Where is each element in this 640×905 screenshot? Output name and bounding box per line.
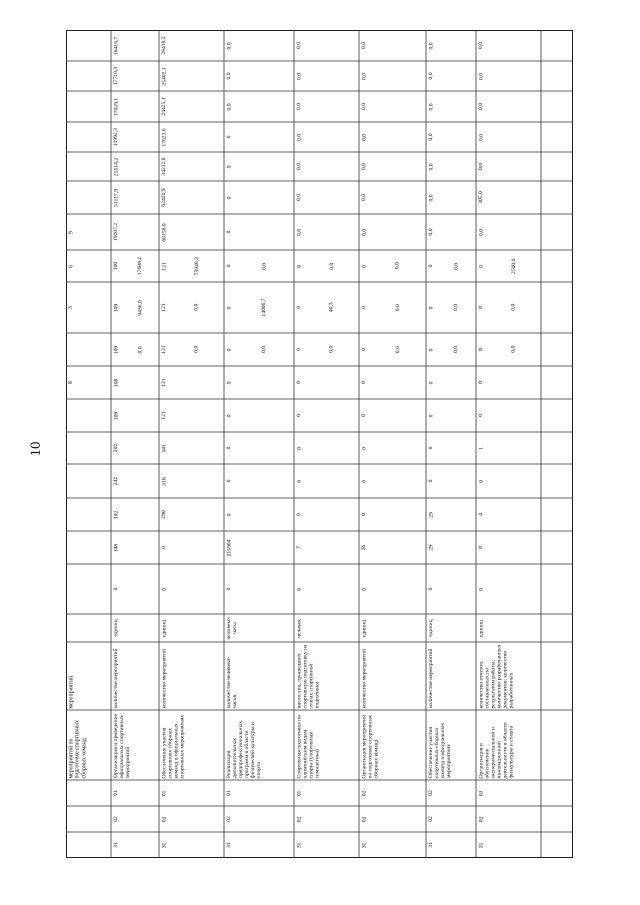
cell-indicator-value: 0 bbox=[478, 479, 484, 483]
cell-activity-name: Организация и проведение официальных спортивных мероприятий bbox=[113, 713, 132, 778]
cell-funding-value: 0,0 bbox=[361, 103, 367, 110]
cell-indicator: количество мероприятий bbox=[428, 648, 434, 708]
cell-indicator-value: 0 bbox=[478, 264, 484, 268]
cell-indicator-value: 0 bbox=[428, 264, 434, 268]
cell-funding-value: 0,0 bbox=[296, 163, 302, 170]
cell-indicator-value: 192 bbox=[113, 510, 119, 519]
cell-indicator-value: 109 bbox=[113, 303, 119, 312]
cell-funding-value: 11992,3 bbox=[113, 128, 119, 146]
cell-code-activity: 01 bbox=[296, 790, 302, 796]
cell-indicator-value: 0 bbox=[361, 264, 367, 268]
cell-indicator-value: 0 bbox=[226, 446, 232, 450]
cell-funding-value: 0,0 bbox=[296, 42, 302, 49]
cell-funding-value: 26418,2 bbox=[161, 36, 167, 55]
cell-code-activity: 03 bbox=[478, 790, 484, 796]
cell-indicator-value: 202 bbox=[113, 443, 119, 453]
cell-indicator-value: 316 bbox=[161, 476, 167, 486]
cell-funding-value: 17608,2 bbox=[137, 256, 143, 276]
cell-unit: человеко-часы bbox=[226, 616, 239, 640]
cell-funding-value: 0,0 bbox=[296, 228, 302, 236]
cell-code-subprogram: 02 bbox=[428, 816, 434, 822]
cell-indicator-value: 0 bbox=[226, 306, 232, 309]
cell-funding-value: 0,0 bbox=[226, 103, 232, 110]
cell-funding-value: 0,0 bbox=[226, 72, 232, 80]
cell-funding-value: 0 bbox=[226, 135, 232, 139]
cell-funding-value: 0,0 bbox=[428, 42, 434, 49]
cell-activity-name: Обеспечение участия спортивных сборных команд в официальных мероприятиях bbox=[428, 722, 453, 778]
cell-indicator-value: 0 bbox=[478, 587, 484, 591]
cell-funding-value: 0,0 bbox=[361, 163, 367, 170]
cell-activity-name: Спортивная подготовка по олимпийским видам спорта (спортивная гимнастика) bbox=[296, 714, 321, 778]
cell-funding-value: 0,0 bbox=[510, 346, 517, 353]
cell-funding-value: 0,0 bbox=[428, 163, 434, 170]
cell-funding-value: 0,0 bbox=[296, 103, 302, 110]
cell-unit: единиц bbox=[478, 619, 484, 637]
cell-indicator: количество мероприятий bbox=[361, 648, 367, 708]
cell-indicator: число лиц, прошедших спортивную подготовку на этапах спортивной подготовки bbox=[296, 644, 321, 708]
cell-funding-value: 0,0 bbox=[453, 304, 459, 311]
cell-funding-value: 0,0 bbox=[394, 262, 401, 270]
cell-indicator-value: 0 bbox=[296, 381, 302, 384]
cell-indicator-value: 121 bbox=[161, 378, 167, 387]
cell-activity-name: Реализация дополнительных предпрофессиональных программ в области физической культуры и спорта bbox=[226, 720, 263, 778]
cell-funding-value: 51117,9 bbox=[113, 188, 119, 207]
cell-indicator: количество мероприятий bbox=[113, 648, 119, 708]
cell-unit: единиц bbox=[161, 619, 167, 637]
header-cell-activity: мероприятий по подготовке спортивных сборных команд bbox=[68, 719, 87, 778]
cell-activity-name: Обеспечение участия спортивных сборных команд в официальных спортивных мероприятиях bbox=[161, 714, 186, 778]
cell-funding-value: 0,0 bbox=[428, 72, 434, 80]
cell-indicator-value: 0 bbox=[428, 348, 434, 351]
cell-funding-value: 34212,8 bbox=[161, 157, 167, 176]
cell-code-subprogram: 02 bbox=[361, 816, 367, 822]
cell-indicator-value: 0 bbox=[361, 306, 367, 309]
cell-indicator-value: 0 bbox=[226, 348, 232, 351]
cell-funding-value: 9436,0 bbox=[137, 299, 143, 316]
cell-indicator-value: 290 bbox=[161, 510, 167, 519]
cell-funding-value: 0,0 bbox=[394, 304, 401, 311]
cell-indicator: количество мероприятий bbox=[161, 648, 167, 708]
cell-funding-value: 24425,1 bbox=[161, 97, 167, 116]
cell-funding-value: 62420,9 bbox=[161, 188, 167, 207]
cell-funding-value: 0,0 bbox=[478, 228, 484, 236]
cell-indicator-value: 0 bbox=[296, 414, 302, 417]
cell-unit: единиц bbox=[113, 619, 119, 637]
cell-indicator-value: 0 bbox=[296, 479, 302, 483]
cell-indicator-value: 0 bbox=[296, 587, 302, 591]
cell-activity-name: Организация и обеспечение экспериментальной и инновационной деятельности в области физкультуры и спорта bbox=[478, 721, 515, 778]
cell-indicator-value: 4 bbox=[478, 513, 484, 516]
cell-indicator-value: 148 bbox=[113, 543, 119, 552]
cell-indicator-value: 0 bbox=[296, 264, 302, 268]
cell-code-program: 31 bbox=[226, 842, 232, 848]
cell-indicator-value: 121 bbox=[161, 261, 167, 271]
cell-funding-value: 0,0 bbox=[361, 228, 367, 236]
cell-indicator: количество отчетов, составленных по результатам работы; количество разработанных документов; количество разработанных bbox=[478, 644, 515, 708]
cell-indicator-value: 0 bbox=[226, 479, 232, 483]
cell-code-program: 31 bbox=[428, 842, 434, 848]
cell-indicator-value: 0 bbox=[296, 348, 302, 351]
cell-indicator-value: 0 bbox=[161, 587, 167, 591]
cell-funding-value: 17710,3 bbox=[113, 66, 119, 86]
cell-funding-value: 25514,2 bbox=[113, 157, 119, 176]
cell-indicator-value: 0 bbox=[428, 479, 434, 483]
cell-funding-value: 0,0 bbox=[361, 194, 367, 201]
cell-code-activity: 02 bbox=[428, 790, 434, 796]
cell-funding-value: 25402,1 bbox=[161, 66, 167, 86]
cell-funding-value: 0,0 bbox=[361, 133, 367, 141]
cell-indicator-value: 0 bbox=[478, 546, 484, 549]
cell-funding-value: 2500,0 bbox=[510, 258, 517, 274]
cell-funding-value: 0,0 bbox=[361, 72, 367, 80]
cell-activity-name: Организация мероприятий по подготовке спортивных сборных команд bbox=[361, 714, 380, 778]
cell-indicator-value: 0 bbox=[361, 587, 367, 591]
cell-funding-value: 60158,0 bbox=[161, 222, 167, 242]
cell-funding-value: 0,0 bbox=[478, 163, 484, 170]
cell-funding-value: 0,0 bbox=[193, 346, 200, 353]
cell-indicator-value: 7 bbox=[296, 546, 302, 549]
cell-indicator-value: 0 bbox=[226, 381, 232, 384]
cell-funding-value: 0,0 bbox=[226, 42, 232, 49]
cell-indicator-value: 0 bbox=[361, 446, 367, 450]
cell-indicator-value: 0 bbox=[113, 587, 119, 591]
cell-indicator-value: 109 bbox=[113, 411, 119, 420]
cell-funding-value: 0,0 bbox=[328, 262, 335, 270]
cell-code-activity: 01 bbox=[226, 790, 232, 796]
cell-funding-value: 0,0 bbox=[296, 194, 302, 201]
cell-funding-value: 0,0 bbox=[296, 133, 302, 141]
cell-indicator-value: 0 bbox=[428, 587, 434, 591]
cell-funding-value: 0,0 bbox=[137, 346, 143, 353]
cell-funding-value: 0,0 bbox=[261, 346, 267, 353]
page-number: 10 bbox=[28, 441, 44, 457]
cell-indicator-value: 0 bbox=[361, 348, 367, 351]
cell-code-program: 31 bbox=[361, 842, 367, 848]
cell-funding-value: 305,0 bbox=[478, 191, 484, 204]
cell-funding-value: 0,0 bbox=[428, 133, 434, 141]
cell-indicator-value: 108 bbox=[113, 378, 119, 387]
budget-table bbox=[66, 30, 573, 858]
cell-indicator-value: 0 bbox=[161, 546, 167, 549]
cell-indicator-value: 0 bbox=[428, 414, 434, 417]
cell-indicator-value: 121 bbox=[161, 345, 167, 354]
cell-indicator-value: 0 bbox=[428, 306, 434, 309]
cell-indicator-value: 215904 bbox=[226, 539, 232, 556]
cell-funding-value: 0,0 bbox=[478, 72, 484, 80]
header-number: 8 bbox=[68, 381, 74, 384]
header-number: 6 bbox=[68, 264, 74, 268]
cell-indicator-value: 0 bbox=[296, 446, 302, 450]
cell-indicator-value: 0 bbox=[428, 446, 434, 450]
cell-funding-value: 0,0 bbox=[193, 304, 200, 311]
cell-funding-value: 0,0 bbox=[261, 262, 267, 270]
cell-funding-value: 40,3 bbox=[328, 302, 335, 313]
cell-funding-value: 0,0 bbox=[453, 346, 459, 353]
cell-indicator-value: 341 bbox=[161, 443, 167, 453]
cell-indicator-value: 0 bbox=[361, 513, 367, 516]
cell-indicator-value: 0 bbox=[226, 513, 232, 516]
cell-funding-value: 17623,6 bbox=[161, 127, 167, 147]
cell-indicator-value: 29 bbox=[428, 511, 434, 518]
cell-funding-value: 0 bbox=[226, 196, 232, 199]
cell-indicator-value: 0 bbox=[296, 513, 302, 516]
cell-code-program: 31 bbox=[296, 842, 302, 848]
cell-funding-value: 0,0 bbox=[478, 133, 484, 141]
cell-indicator-value: 100 bbox=[113, 261, 119, 271]
cell-code-subprogram: 02 bbox=[226, 816, 232, 822]
cell-funding-value: 0,0 bbox=[296, 72, 302, 80]
cell-funding-value: 0,0 bbox=[361, 42, 367, 49]
cell-indicator-value: 0 bbox=[428, 381, 434, 384]
cell-indicator-value: 1 bbox=[478, 446, 484, 450]
cell-indicator-value: 0 bbox=[478, 348, 484, 351]
cell-funding-value: 0 bbox=[226, 165, 232, 168]
header-number: 9 bbox=[68, 230, 74, 234]
cell-code-activity: 01 bbox=[113, 790, 119, 796]
cell-funding-value: 19207,2 bbox=[113, 222, 119, 242]
cell-funding-value: 0,0 bbox=[478, 103, 484, 110]
cell-indicator-value: 0 bbox=[226, 587, 232, 591]
cell-funding-value: 0,0 bbox=[328, 346, 335, 353]
cell-funding-value: 0,0 bbox=[428, 103, 434, 110]
cell-funding-value: 0,0 bbox=[478, 42, 484, 49]
cell-unit: человек bbox=[296, 618, 302, 638]
cell-indicator-value: 242 bbox=[113, 476, 119, 486]
cell-code-activity: 01 bbox=[161, 790, 167, 796]
cell-funding-value: 0,0 bbox=[510, 304, 517, 311]
cell-indicator-value: 0 bbox=[226, 414, 232, 417]
cell-indicator-value: 0 bbox=[478, 414, 484, 417]
cell-indicator-value: 0 bbox=[361, 381, 367, 384]
cell-indicator-value: 121 bbox=[161, 411, 167, 420]
cell-indicator-value: 36 bbox=[361, 544, 367, 551]
cell-indicator: количество человеко-часов bbox=[226, 656, 239, 708]
header-cell-indicator: мероприятий bbox=[68, 675, 74, 708]
cell-indicator-value: 0 bbox=[478, 381, 484, 384]
cell-indicator-value: 0 bbox=[478, 306, 484, 309]
cell-code-subprogram: 02 bbox=[113, 816, 119, 822]
cell-funding-value: 0,0 bbox=[428, 194, 434, 201]
cell-funding-value: 0,0 bbox=[394, 346, 401, 353]
cell-funding-value: 75948,3 bbox=[193, 256, 200, 276]
cell-code-subprogram: 02 bbox=[296, 816, 302, 822]
cell-code-activity: 02 bbox=[361, 790, 367, 796]
cell-code-program: 31 bbox=[161, 842, 167, 848]
cell-indicator-value: 0 bbox=[226, 264, 232, 268]
cell-code-program: 31 bbox=[478, 842, 484, 848]
cell-funding-value: 0,0 bbox=[453, 262, 459, 270]
header-number: 3 bbox=[68, 306, 74, 309]
cell-funding-value: 18418,7 bbox=[113, 36, 119, 55]
cell-code-subprogram: 02 bbox=[161, 816, 167, 822]
cell-indicator-value: 0 bbox=[296, 306, 302, 309]
cell-funding-value: 17029,1 bbox=[113, 97, 119, 116]
cell-unit: единиц bbox=[428, 619, 434, 637]
cell-indicator-value: 0 bbox=[361, 414, 367, 417]
cell-indicator-value: 109 bbox=[113, 345, 119, 354]
cell-funding-value: 14006,7 bbox=[261, 298, 267, 317]
cell-indicator-value: 121 bbox=[161, 303, 167, 312]
cell-indicator-value: 29 bbox=[428, 544, 434, 551]
cell-funding-value: 0 bbox=[226, 230, 232, 234]
cell-indicator-value: 0 bbox=[361, 479, 367, 483]
cell-code-subprogram: 02 bbox=[478, 816, 484, 822]
cell-unit: единиц bbox=[361, 619, 367, 637]
cell-code-program: 31 bbox=[113, 842, 119, 848]
cell-funding-value: 0,0 bbox=[428, 228, 434, 236]
